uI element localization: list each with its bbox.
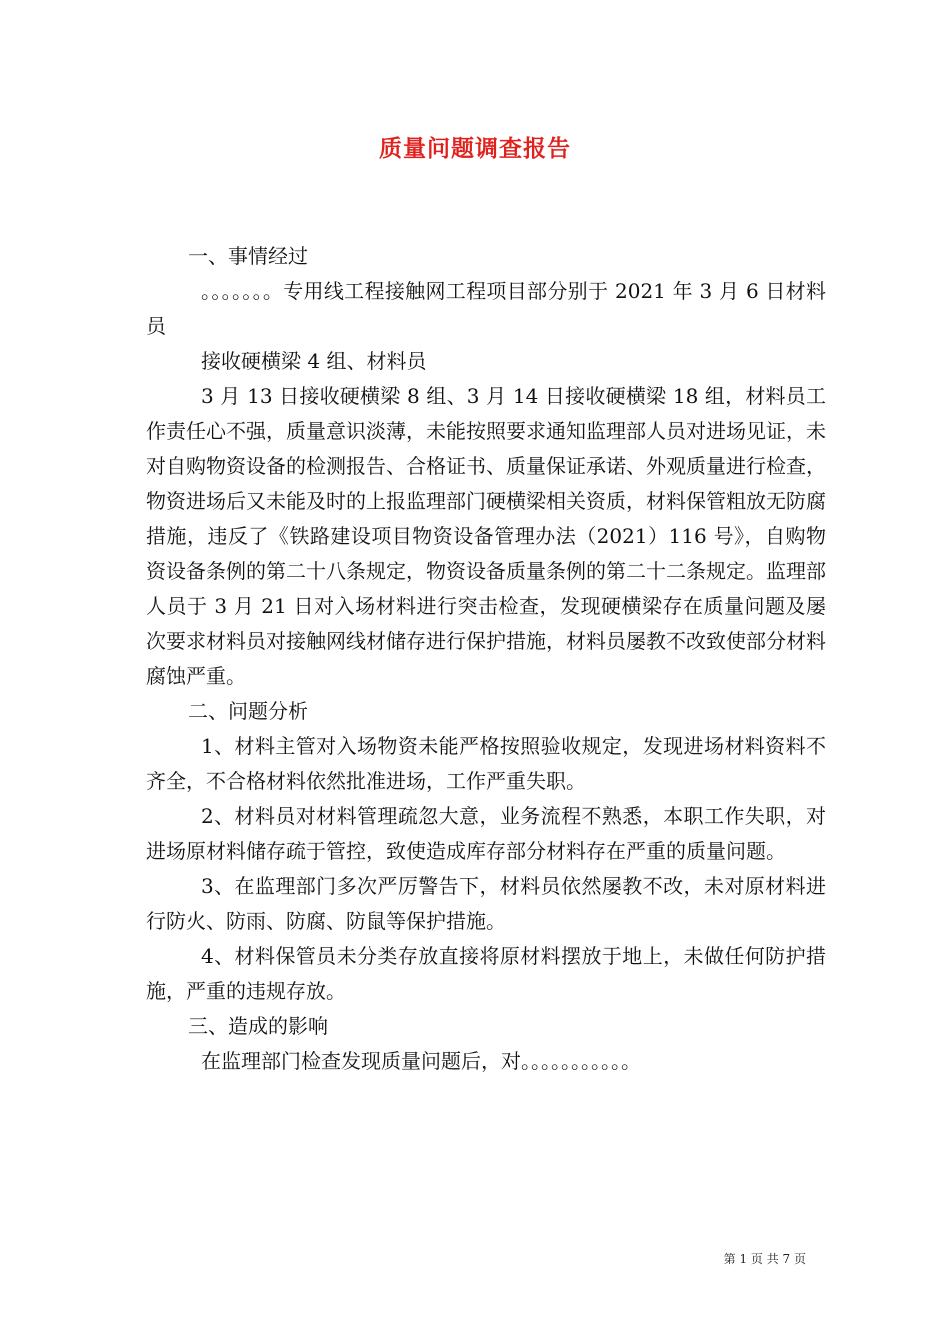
page-number: 第 1 页 共 7 页 — [723, 1252, 806, 1266]
section-heading-3: 三、造成的影响 — [188, 1014, 328, 1038]
paragraph: 。。。。。。。专用线工程接触网工程项目部分别于 2021 年 3 月 6 日材料员 — [146, 279, 826, 338]
paragraph: 接收硬横梁 4 组、材料员 — [201, 349, 427, 373]
paragraph: 2、材料员对材料管理疏忽大意，业务流程不熟悉，本职工作失职，对进场原材料储存疏于管控，致使造成库存部分材料存在严重的质量问题。 — [146, 804, 826, 863]
document-body — [146, 239, 826, 1079]
paragraph: 3、在监理部门多次严厉警告下，材料员依然屡教不改，未对原材料进行防火、防雨、防腐、防鼠等保护措施。 — [146, 874, 826, 933]
document-title: 质量问题调查报告 — [379, 135, 571, 162]
paragraph: 1、材料主管对入场物资未能严格按照验收规定，发现进场材料资料不齐全，不合格材料依然批准进场，工作严重失职。 — [146, 734, 826, 793]
paragraph: 3 月 13 日接收硬横梁 8 组、3 月 14 日接收硬横梁 18 组，材料员工作责任心不强，质量意识淡薄，未能按照要求通知监理部人员对进场见证，未对自购物资设备的检测报告、合格证书、质量保证承诺、外观质量进行检查，物资进场后又未能及时的上报监理部门硬横梁相关资质，材料保管粗放无防腐措施，违反了《铁路建设项目物资设备管理办法（2021）116 号》，自购物资设备条例的第二十八条规定，物资设备质量条例的第二十二条规定。监理部人员于 3 月 21 日对入场材料进行突击检查，发现硬横梁存在质量问题及屡次要求材料员对接触网线材储存进行保护措施，材料员屡教不改致使部分材料腐蚀严重。 — [146, 384, 826, 688]
paragraph: 在监理部门检查发现质量问题后，对。。。。。。。。。。。 — [201, 1049, 641, 1073]
section-heading-1: 一、事情经过 — [188, 244, 308, 268]
section-heading-2: 二、问题分析 — [188, 699, 308, 723]
paragraph: 4、材料保管员未分类存放直接将原材料摆放于地上，未做任何防护措施，严重的违规存放。 — [146, 944, 826, 1003]
